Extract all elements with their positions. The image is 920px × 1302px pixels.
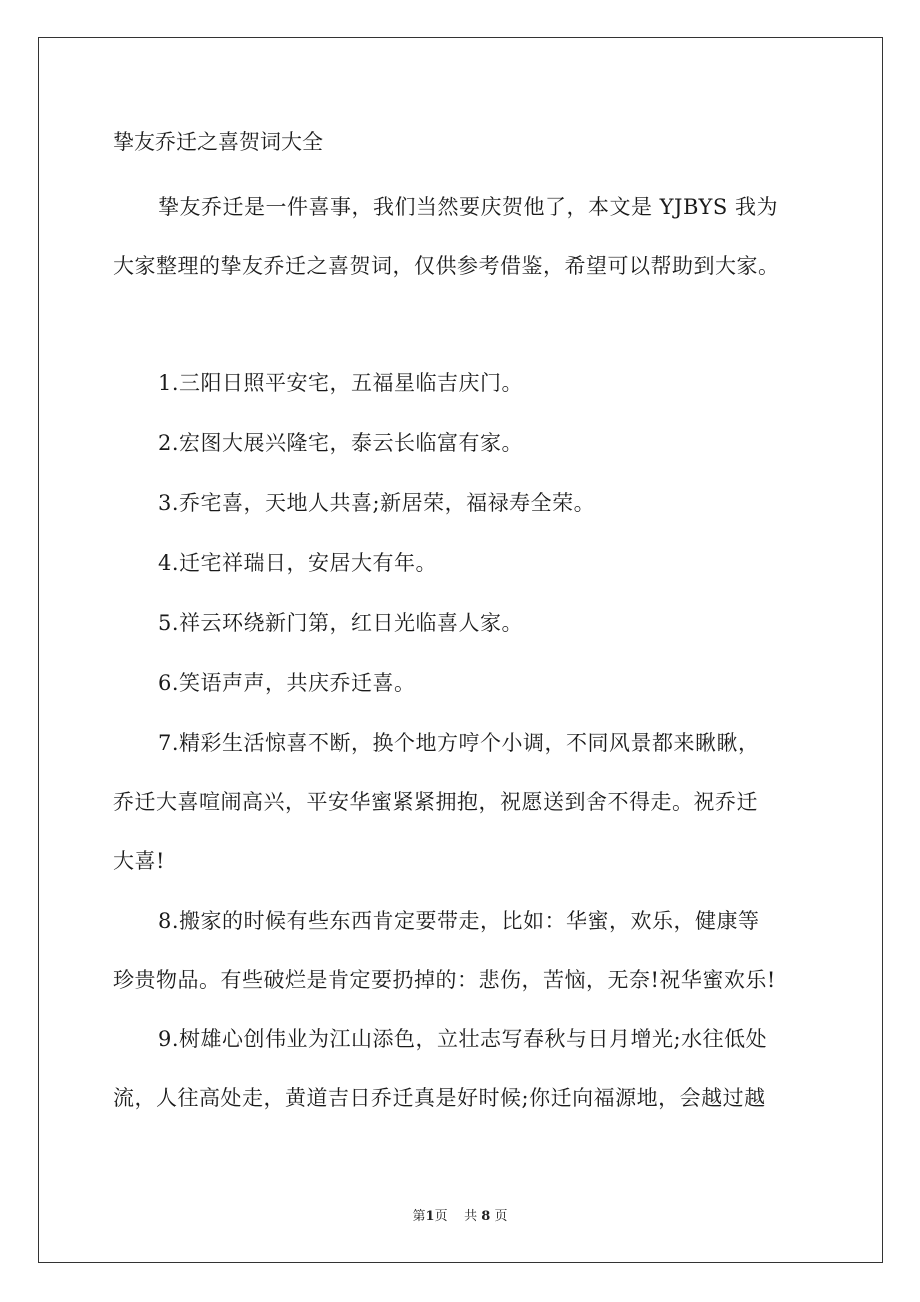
item-7 [113, 714, 813, 891]
item-5-line-1: 5.祥云环绕新门第，红日光临喜人家。 [158, 611, 524, 635]
item-7-line-3: 大喜! [113, 849, 165, 873]
page-footer [0, 1208, 920, 1226]
document-title: 挚友乔迁之喜贺词大全 [113, 130, 323, 154]
footer-page-word: 页 [434, 1209, 448, 1224]
item-3 [113, 474, 813, 533]
item-9-line-1: 9.树雄心创伟业为江山添色，立壮志写春秋与日月增光;水往低处 [158, 1027, 768, 1051]
footer-total-prefix: 共 [464, 1209, 478, 1224]
item-6-line-1: 6.笑语声声，共庆乔迁喜。 [158, 671, 416, 695]
item-8-line-2: 珍贵物品。有些破烂是肯定要扔掉的：悲伤，苦恼，无奈!祝华蜜欢乐! [113, 968, 776, 992]
footer-prefix: 第 [412, 1209, 426, 1224]
item-8-line-1: 8.搬家的时候有些东西肯定要带走，比如：华蜜，欢乐，健康等 [158, 909, 760, 933]
item-9 [113, 1010, 813, 1128]
item-2 [113, 414, 813, 473]
item-1-line-1: 1.三阳日照平安宅，五福星临吉庆门。 [158, 371, 524, 395]
intro-line-2: 大家整理的挚友乔迁之喜贺词，仅供参考借鉴，希望可以帮助到大家。 [113, 254, 780, 278]
item-1 [113, 354, 813, 413]
item-5 [113, 594, 813, 653]
item-7-line-2: 乔迁大喜喧闹高兴，平安华蜜紧紧拥抱，祝愿送到舍不得走。祝乔迁 [113, 790, 758, 814]
footer-total-suffix: 页 [494, 1209, 508, 1224]
item-4-line-1: 4.迁宅祥瑞日，安居大有年。 [158, 551, 438, 575]
footer-current-page: 1 [425, 1209, 435, 1224]
item-8 [113, 892, 813, 1010]
footer-total-pages: 8 [481, 1209, 491, 1224]
item-9-line-2: 流，人往高处走，黄道吉日乔迁真是好时候;你迁向福源地，会越过越 [113, 1086, 766, 1110]
item-3-line-1: 3.乔宅喜，天地人共喜;新居荣，福禄寿全荣。 [158, 491, 596, 515]
intro-paragraph [113, 178, 813, 296]
intro-line-1: 挚友乔迁是一件喜事，我们当然要庆贺他了，本文是 YJBYS 我为 [158, 195, 778, 219]
item-4 [113, 534, 813, 593]
item-7-line-1: 7.精彩生活惊喜不断，换个地方哼个小调，不同风景都来瞅瞅， [158, 731, 760, 755]
item-2-line-1: 2.宏图大展兴隆宅，泰云长临富有家。 [158, 431, 524, 455]
item-6 [113, 654, 813, 713]
